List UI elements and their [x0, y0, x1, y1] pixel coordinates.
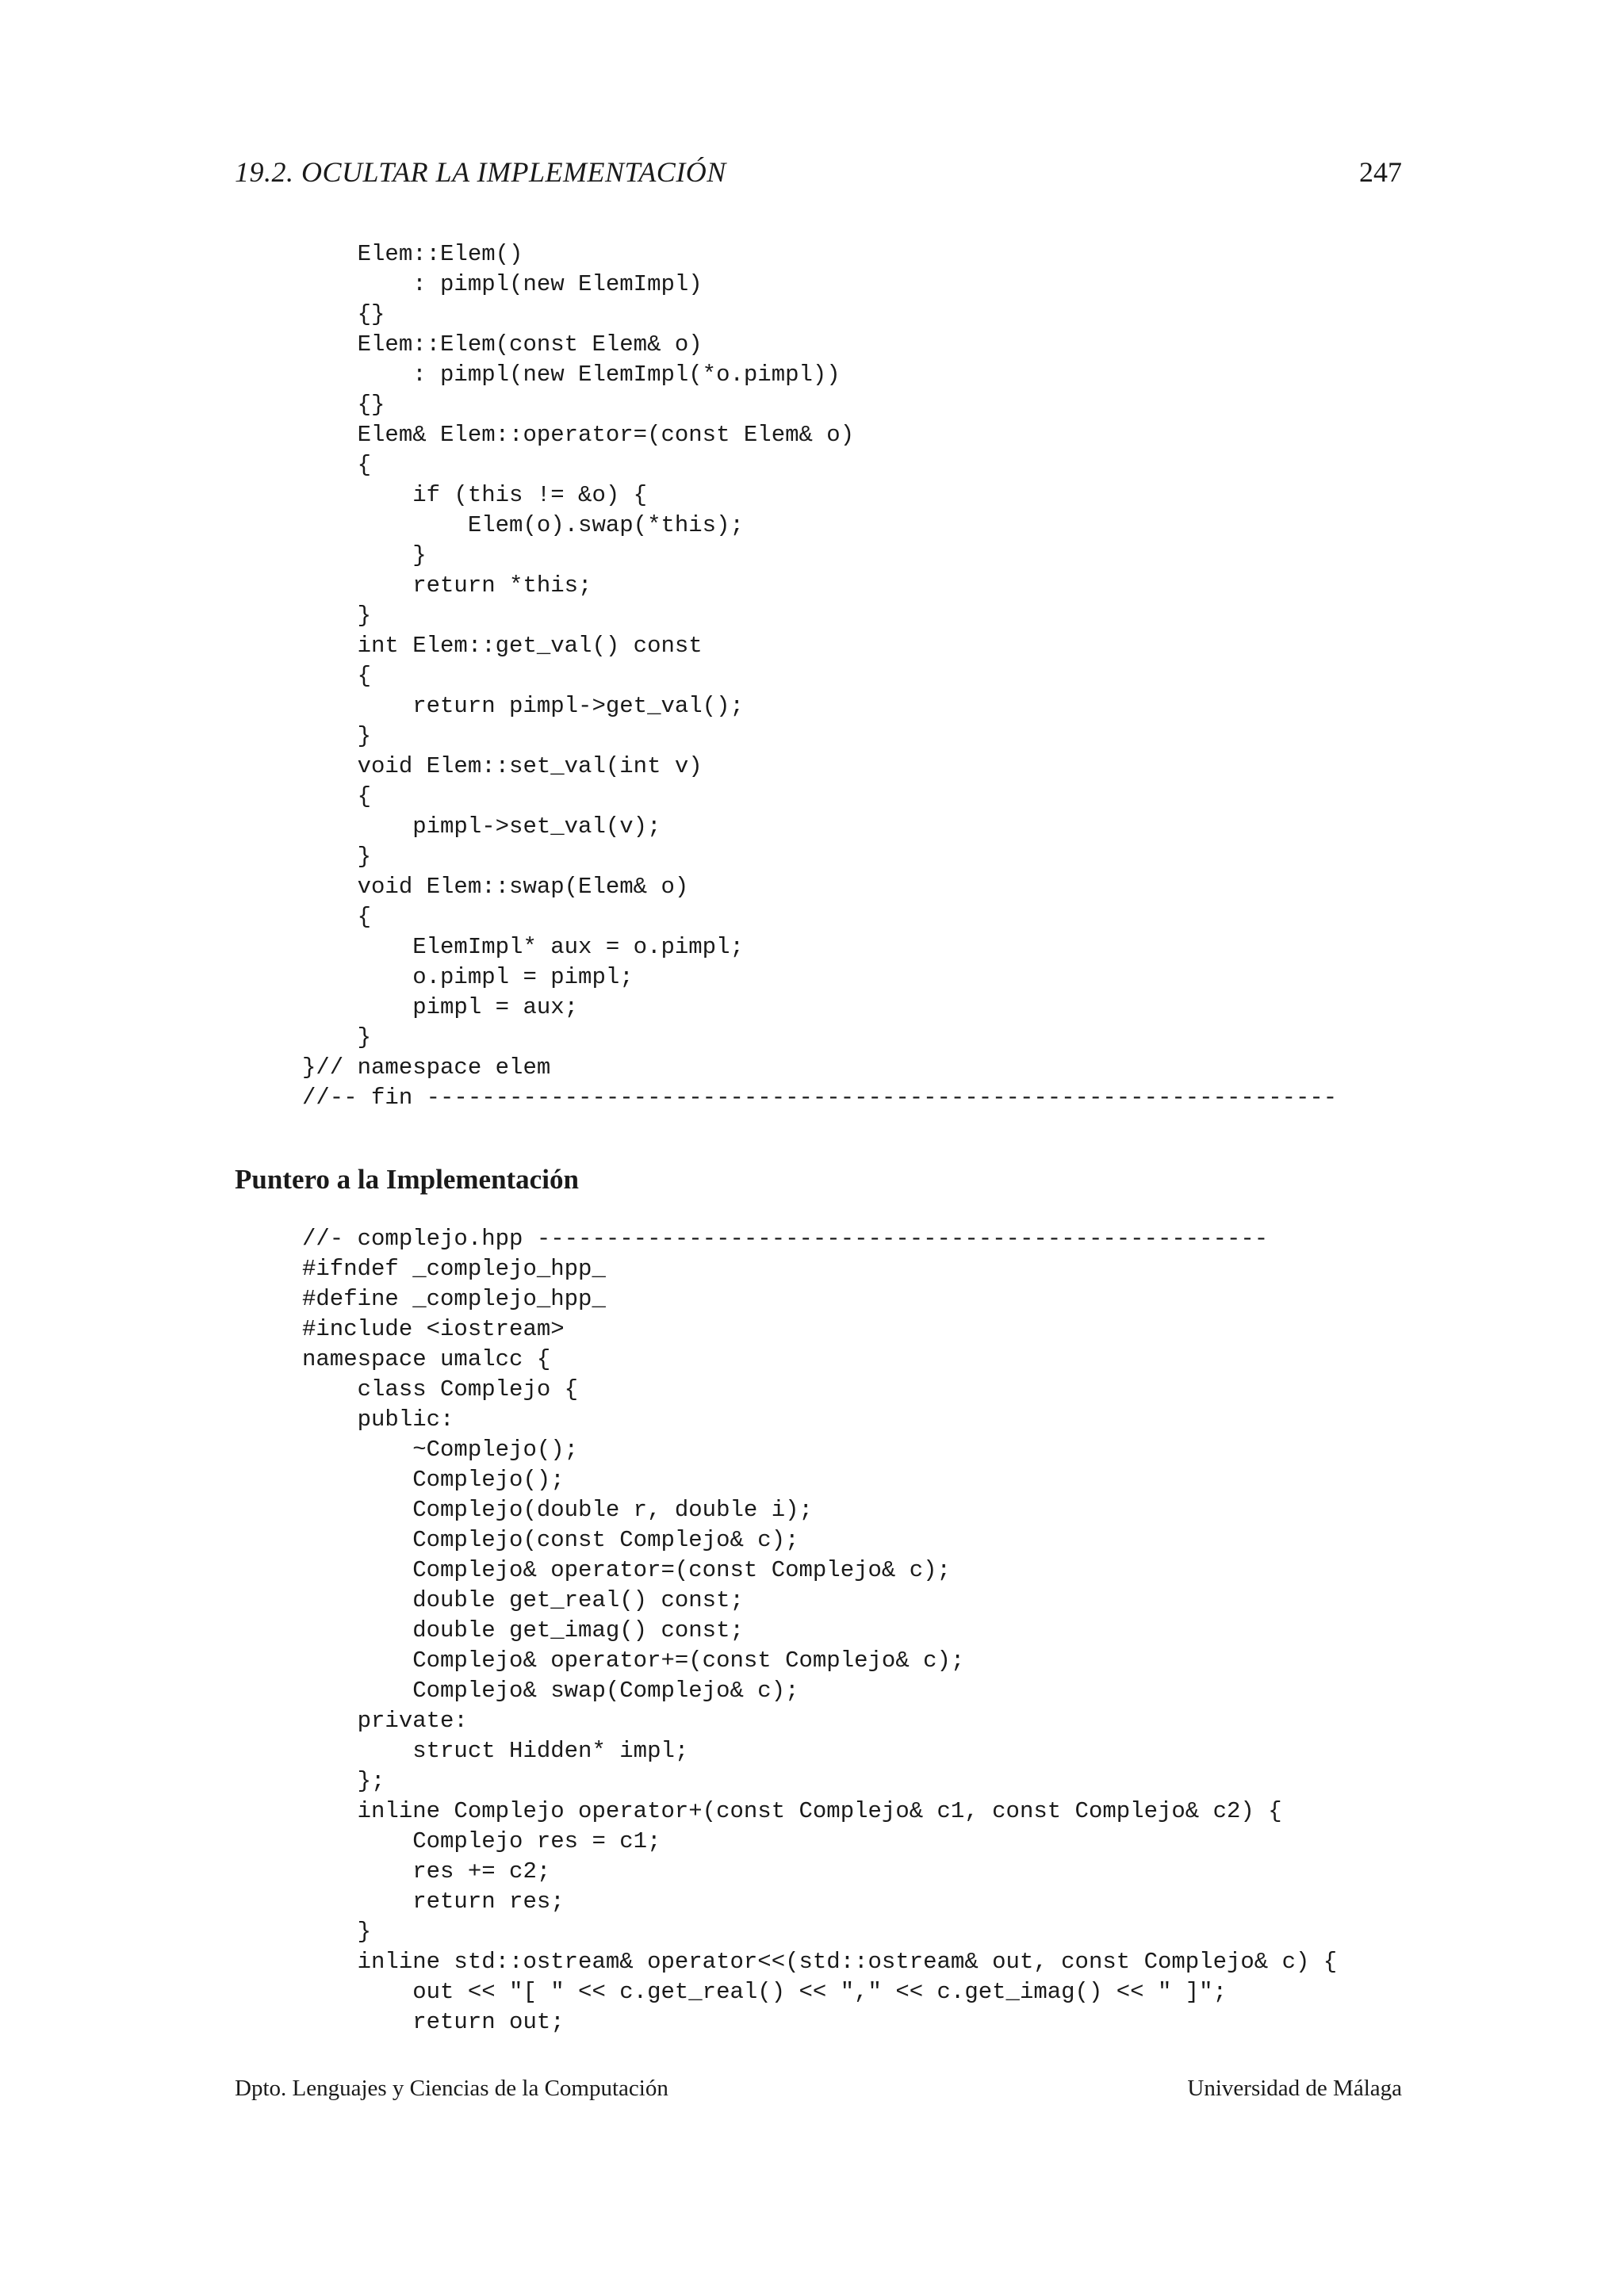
code-line: {}: [302, 392, 385, 418]
section-title: 19.2. OCULTAR LA IMPLEMENTACIÓN: [235, 156, 726, 188]
code-line: ElemImpl* aux = o.pimpl;: [302, 934, 744, 960]
code-line: //- complejo.hpp -----------------------------------------------------: [302, 1226, 1269, 1252]
code-line: Complejo();: [302, 1467, 565, 1493]
code-line: int Elem::get_val() const: [302, 633, 703, 659]
code-line: if (this != &o) {: [302, 482, 648, 508]
running-header: [235, 155, 1402, 200]
code-line: inline std::ostream& operator<<(std::ostream& out, const Complejo& c) {: [302, 1949, 1338, 1975]
code-line: return res;: [302, 1888, 565, 1915]
code-line: ~Complejo();: [302, 1437, 579, 1463]
page-number: 247: [1359, 156, 1402, 188]
code-line: };: [302, 1768, 385, 1794]
code-line: {}: [302, 301, 385, 327]
code-line: o.pimpl = pimpl;: [302, 964, 634, 990]
code-line: return pimpl->get_val();: [302, 693, 744, 719]
code-listing-complejo: [302, 1224, 1337, 2038]
code-line: double get_real() const;: [302, 1587, 744, 1613]
code-line: pimpl->set_val(v);: [302, 813, 661, 840]
code-line: Complejo(double r, double i);: [302, 1497, 813, 1523]
code-line: private:: [302, 1708, 468, 1734]
footer-university: Universidad de Málaga: [1187, 2076, 1402, 2101]
code-line: }: [302, 844, 372, 870]
code-line: return *this;: [302, 572, 592, 599]
code-line: : pimpl(new ElemImpl(*o.pimpl)): [302, 362, 841, 388]
code-line: {: [302, 904, 372, 930]
code-listing-elem: [302, 239, 1337, 1113]
code-line: Elem::Elem(const Elem& o): [302, 331, 703, 358]
code-line: Elem(o).swap(*this);: [302, 512, 744, 538]
code-line: {: [302, 663, 372, 689]
code-line: out << "[ " << c.get_real() << "," << c.get_imag() << " ]";: [302, 1979, 1227, 2005]
code-line: {: [302, 783, 372, 809]
code-line: }: [302, 1919, 372, 1945]
code-line: {: [302, 452, 372, 478]
code-line: Elem::Elem(): [302, 241, 523, 267]
code-line: void Elem::set_val(int v): [302, 753, 703, 779]
code-line: }// namespace elem: [302, 1054, 551, 1081]
code-line: double get_imag() const;: [302, 1617, 744, 1644]
code-line: res += c2;: [302, 1858, 551, 1885]
code-line: }: [302, 542, 427, 568]
code-line: Complejo& operator=(const Complejo& c);: [302, 1557, 951, 1583]
code-line: : pimpl(new ElemImpl): [302, 271, 703, 297]
code-line: public:: [302, 1406, 454, 1433]
code-line: #ifndef _complejo_hpp_: [302, 1256, 606, 1282]
code-line: Complejo res = c1;: [302, 1828, 661, 1854]
code-line: }: [302, 1024, 372, 1050]
code-line: Elem& Elem::operator=(const Elem& o): [302, 422, 855, 448]
code-line: inline Complejo operator+(const Complejo& c1, const Complejo& c2) {: [302, 1798, 1282, 1824]
code-line: Complejo& operator+=(const Complejo& c);: [302, 1647, 965, 1674]
code-line: #include <iostream>: [302, 1316, 565, 1342]
subsection-heading: Puntero a la Implementación: [235, 1164, 579, 1195]
code-line: //-- fin ------------------------------------------------------------------: [302, 1085, 1338, 1111]
code-line: void Elem::swap(Elem& o): [302, 874, 689, 900]
code-line: class Complejo {: [302, 1376, 579, 1402]
code-line: Complejo& swap(Complejo& c);: [302, 1678, 799, 1704]
code-line: namespace umalcc {: [302, 1346, 551, 1372]
code-line: struct Hidden* impl;: [302, 1738, 689, 1764]
code-line: }: [302, 723, 372, 749]
code-line: return out;: [302, 2009, 565, 2035]
code-line: Complejo(const Complejo& c);: [302, 1527, 799, 1553]
code-line: pimpl = aux;: [302, 994, 579, 1020]
code-line: #define _complejo_hpp_: [302, 1286, 606, 1312]
code-line: }: [302, 603, 372, 629]
footer-department: Dpto. Lenguajes y Ciencias de la Computación: [235, 2076, 668, 2101]
